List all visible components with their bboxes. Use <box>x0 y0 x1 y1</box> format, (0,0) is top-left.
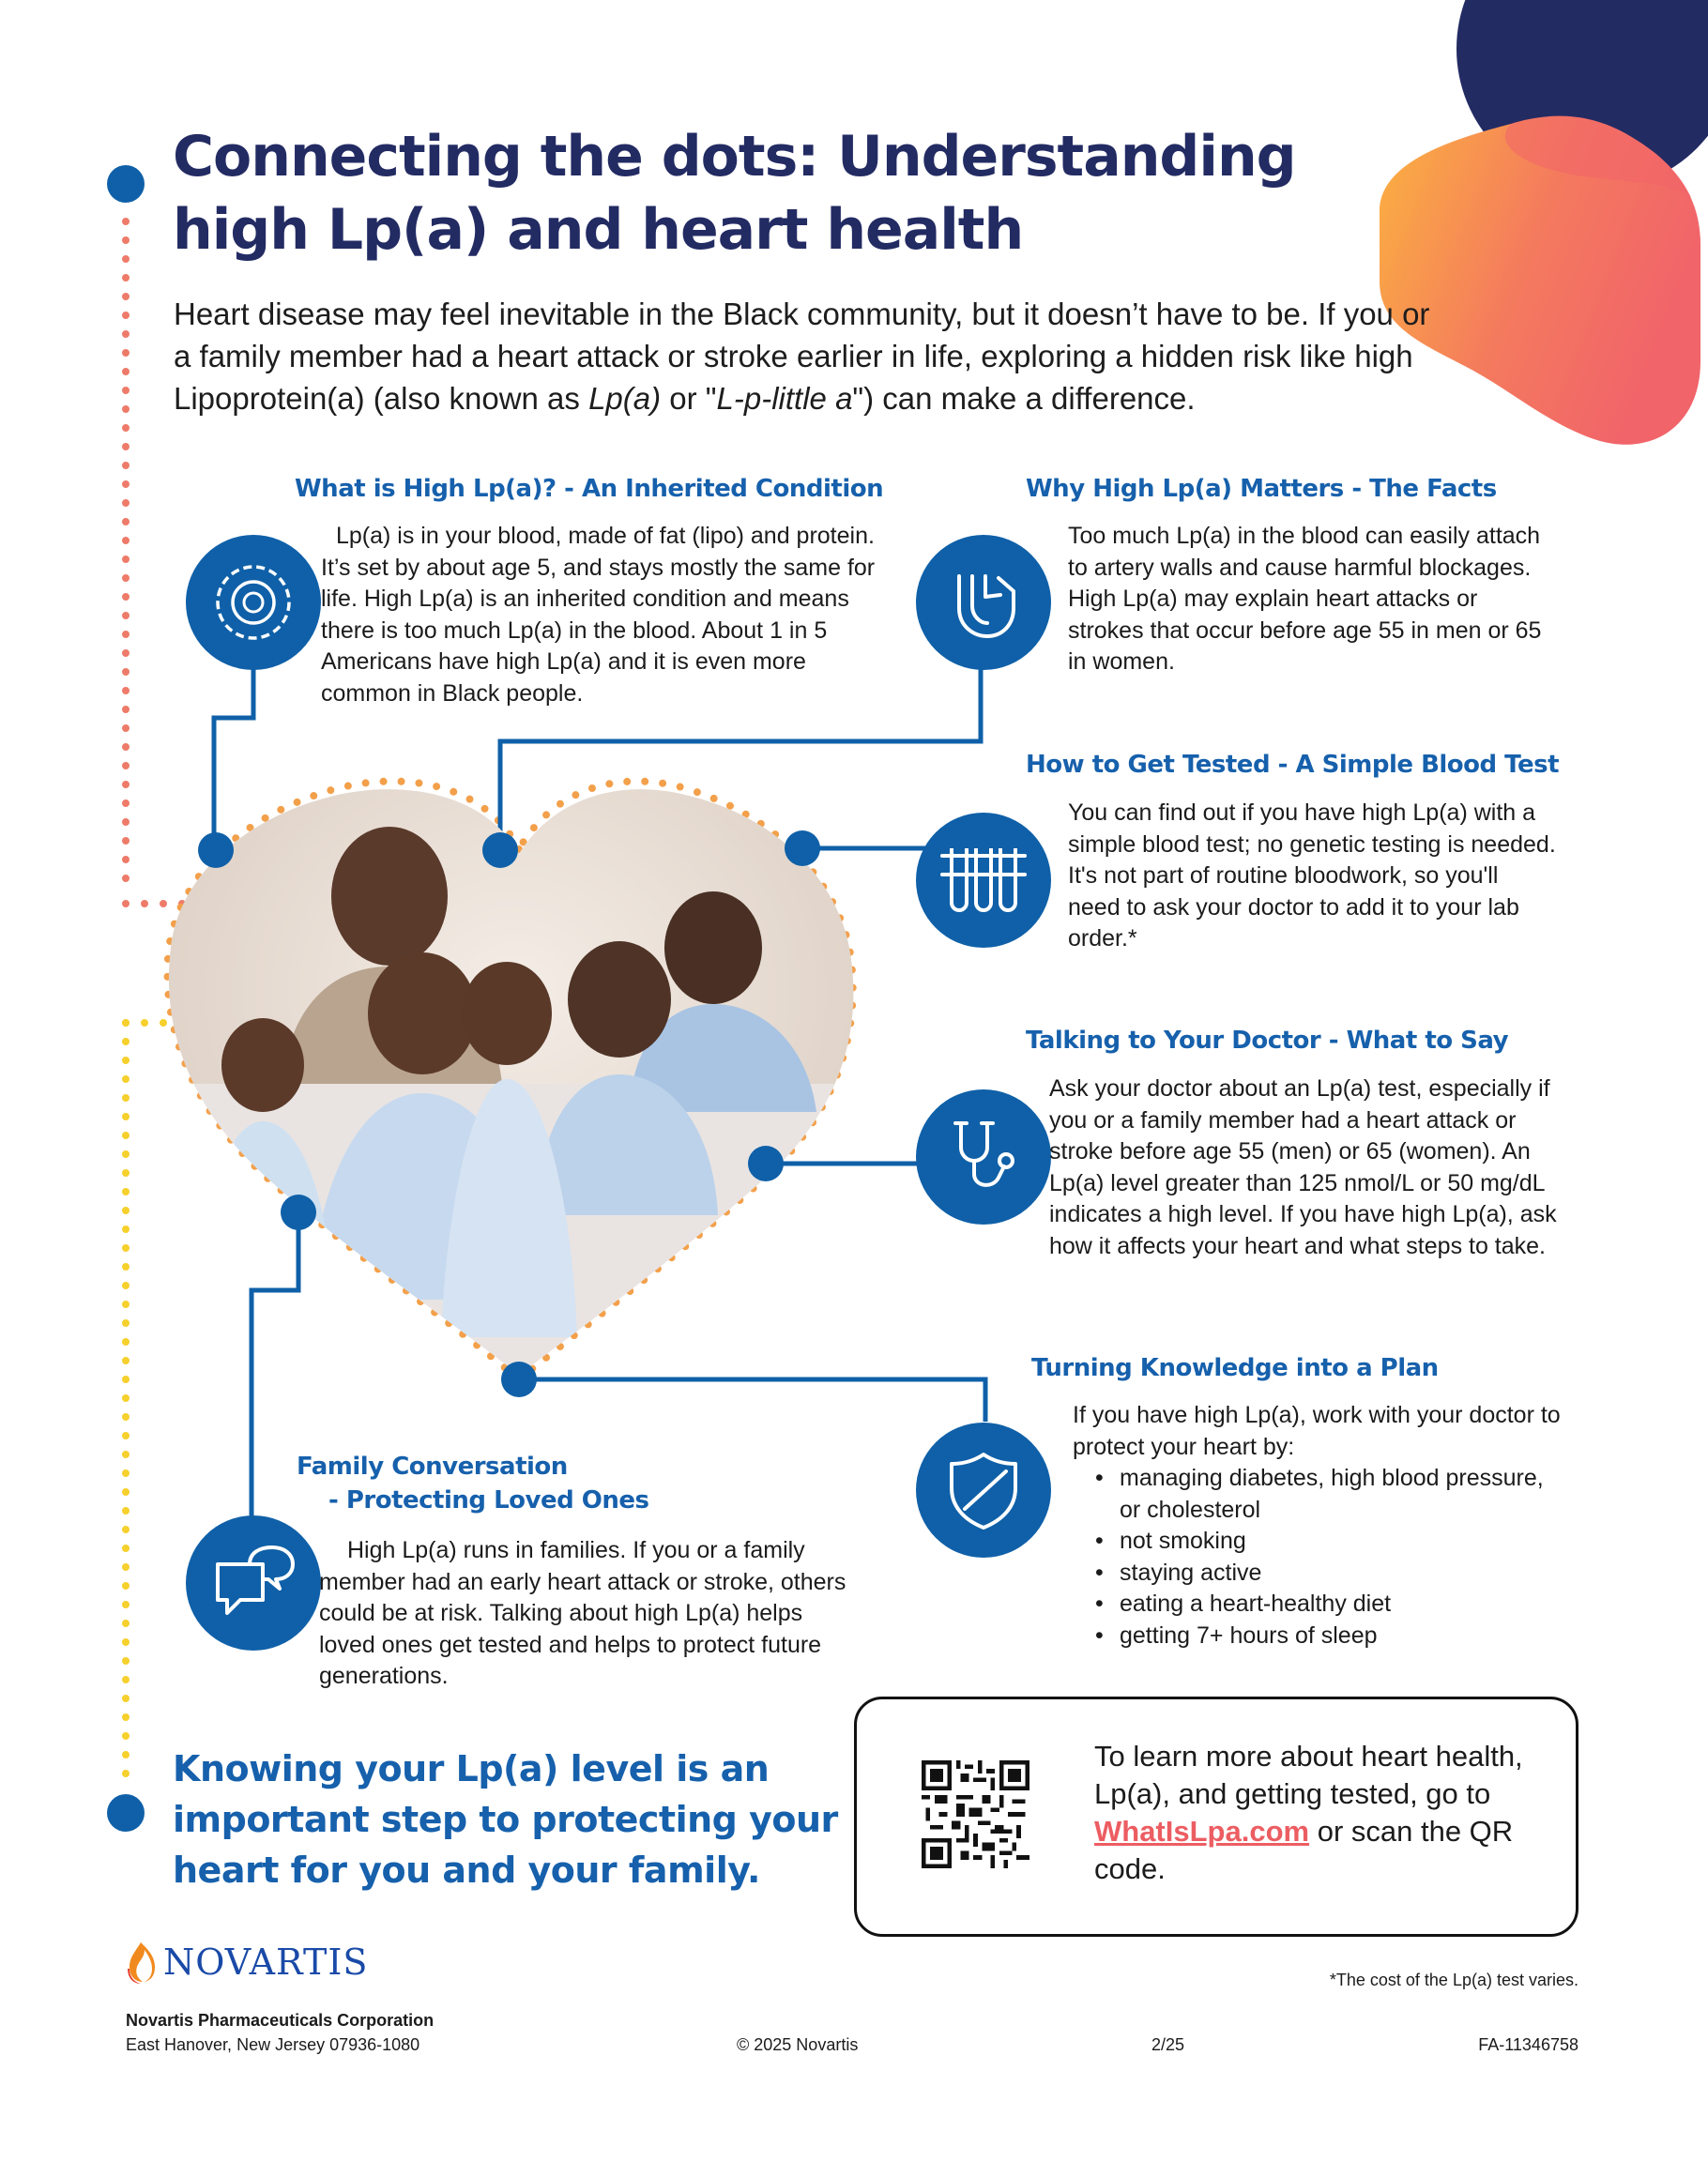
footer-address: East Hanover, New Jersey 07936-1080 <box>126 2035 420 2054</box>
stethoscope-icon <box>940 1114 1027 1200</box>
section-heading-family <box>297 1450 822 1517</box>
why-icon-circle <box>916 535 1051 670</box>
plan-icon-circle <box>916 1423 1051 1558</box>
list-item: • eating a heart-healthy diet <box>1088 1589 1570 1621</box>
family-icon-circle <box>186 1515 321 1651</box>
family-body: High Lp(a) runs in families. If you or a family member had an early heart attack or stroke, others could be at risk. Talking about high Lp(a) helps loved ones get tested and helps to protect future generations. <box>319 1537 846 1689</box>
test-body: You can find out if you have high Lp(a) with a simple blood test; no genetic testing is needed. It's not part of routine bloodwork, so you'll need to ask your doctor to add it to your lab order.* <box>1068 799 1556 951</box>
intro-paragraph: Heart disease may feel inevitable in the Black community, but it doesn’t have to be. If you or a family member had a heart attack or stroke earlier in life, exploring a hidden risk like high Lipoprotein(a) (also known as Lp(a) or "L-p-little a") can make a difference. <box>174 297 1430 416</box>
timeline-dot <box>107 165 145 203</box>
list-item: • staying active <box>1088 1558 1570 1590</box>
connector-dot <box>281 1195 316 1230</box>
list-item: • not smoking <box>1088 1526 1570 1558</box>
blood-cell-icon <box>210 559 297 646</box>
family-heading-line1: Family Conversation <box>297 1453 568 1481</box>
timeline-dot <box>107 1794 145 1832</box>
qr-code[interactable] <box>922 1760 1029 1868</box>
connector-dot <box>198 832 234 868</box>
heart-artery-icon <box>940 559 1027 646</box>
website-link[interactable]: WhatIsLpa.com <box>1094 1815 1310 1848</box>
speech-bubbles-icon <box>208 1540 298 1626</box>
connector-dot <box>482 832 518 868</box>
connector-dot <box>501 1362 537 1397</box>
test-tubes-icon <box>937 837 1030 923</box>
list-item: • managing diabetes, high blood pressure, or cholesterol <box>1088 1463 1570 1526</box>
novartis-logo <box>126 1941 368 1984</box>
tagline: Knowing your Lp(a) level is an important step to protecting your heart for you and your family. <box>173 1748 838 1891</box>
plan-intro: If you have high Lp(a), work with your doctor to protect your heart by: <box>1073 1402 1561 1460</box>
shield-icon <box>940 1447 1027 1533</box>
list-item: • getting 7+ hours of sleep <box>1088 1621 1570 1652</box>
connector-dot <box>785 830 820 866</box>
footer-copyright: © 2025 Novartis <box>737 2035 859 2054</box>
section-heading-doctor: Talking to Your Doctor - What to Say <box>1026 1027 1509 1055</box>
novartis-flame-icon <box>126 1941 156 1984</box>
section-heading-test: How to Get Tested - A Simple Blood Test <box>1026 751 1560 779</box>
section-heading-what-is: What is High Lp(a)? - An Inherited Condition <box>295 475 884 503</box>
what-is-icon-circle <box>186 535 321 670</box>
doctor-body: Ask your doctor about an Lp(a) test, especially if you or a family member had a heart attack or stroke before age 55 (men) or 65 (women). An Lp(a) level greater than 125 nmol/L or 50 mg/dL indicates a high level. If you have high Lp(a), ask how it affects your heart and what steps to take. <box>1049 1075 1557 1259</box>
family-photo <box>160 774 873 1393</box>
connector-dot <box>748 1146 784 1181</box>
doctor-icon-circle <box>916 1089 1051 1225</box>
why-body: Too much Lp(a) in the blood can easily attach to artery walls and cause harmful blockages. High Lp(a) may explain heart attacks or strokes that occur before age 55 in men or 65 in women. <box>1068 523 1542 675</box>
footnote: *The cost of the Lp(a) test varies. <box>1329 1971 1578 1989</box>
what-is-body: Lp(a) is in your blood, made of fat (lipo) and protein. It’s set by about age 5, and stays mostly the same for life. High Lp(a) is an inherited condition and means there is too much Lp(a) in the blood. About 1 in 5 Americans have high Lp(a) and it is even more common in Black people. <box>321 523 876 707</box>
section-heading-why: Why High Lp(a) Matters - The Facts <box>1026 475 1497 503</box>
qr-callout-text: To learn more about heart health, Lp(a), and getting tested, go to WhatIsLpa.com or scan the QR code. <box>1094 1740 1523 1885</box>
novartis-wordmark: NOVARTIS <box>163 1941 369 1983</box>
footer-code: FA-11346758 <box>1478 2035 1578 2054</box>
plan-content <box>1073 1400 1570 1652</box>
test-icon-circle <box>916 813 1051 948</box>
plan-list <box>1088 1463 1570 1652</box>
family-heading-line2: - Protecting Loved Ones <box>328 1486 649 1515</box>
footer-date: 2/25 <box>1151 2035 1185 2054</box>
section-heading-plan: Turning Knowledge into a Plan <box>1031 1354 1439 1382</box>
page-title: Connecting the dots: Understanding high Lp(a) and heart health <box>173 124 1296 263</box>
footer-company: Novartis Pharmaceuticals Corporation <box>126 2011 435 2030</box>
